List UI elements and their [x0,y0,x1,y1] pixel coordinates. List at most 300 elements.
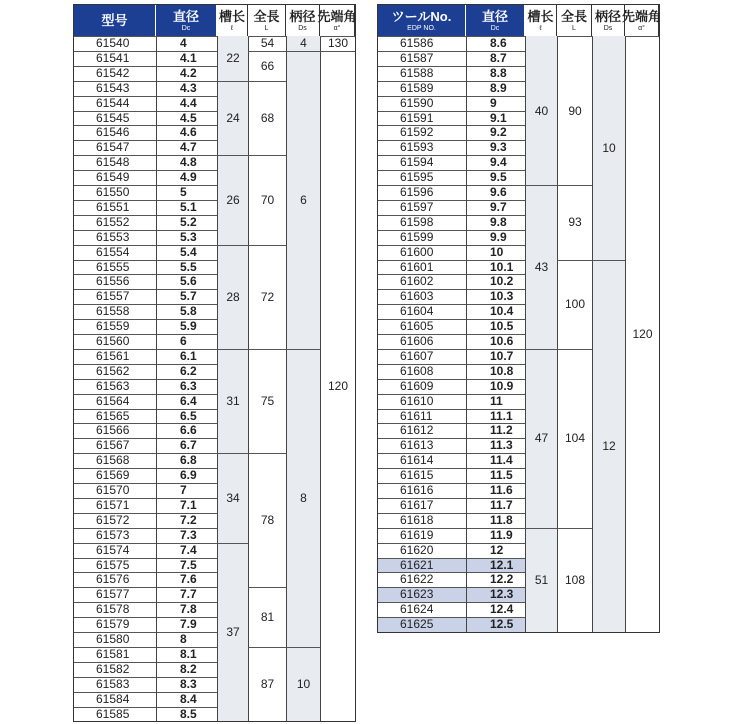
row-divider [378,111,525,112]
row-divider [74,602,217,603]
length-group-divider [557,260,592,261]
length-value: 78 [260,513,275,528]
model-number-cell: 61580 [96,632,130,646]
table-row [74,96,217,111]
header-shank [592,5,625,36]
table-row [74,543,217,558]
model-number-cell: 61600 [400,244,434,259]
header-length-label: 全長 [253,8,280,24]
model-number-cell: 61562 [96,363,130,378]
diameter-cell: 11.6 [490,483,513,497]
model-number-cell: 61596 [400,185,434,199]
diameter-cell: 7.3 [180,527,197,542]
model-number-cell: 61613 [400,438,434,453]
header-shank-label: 柄径 [594,8,621,24]
diameter-cell: 4.7 [180,140,197,155]
diameter-cell: 10.9 [490,378,514,393]
table-row [378,230,525,245]
model-number-cell: 61621 [400,557,434,572]
diameter-cell: 5.2 [180,214,197,229]
shank-merged-cell [593,36,625,260]
model-number-cell: 61587 [400,50,434,65]
diameter-cell: 4.5 [180,110,197,125]
length-value: 90 [568,103,582,118]
diameter-cell: 10 [490,244,504,259]
header-diameter-symbol: Dc [181,24,191,32]
row-divider [74,170,217,171]
row-divider [378,364,525,365]
left-spec-table [73,4,356,722]
length-merged-cell [558,36,592,185]
table-row [74,334,217,349]
diameter-cell: 8.6 [490,36,507,50]
diameter-cell: 9.1 [490,110,507,125]
diameter-cell: 11 [490,393,503,408]
model-number-cell: 61603 [400,289,434,304]
table-row [74,155,217,170]
length-group-divider [557,528,592,529]
row-divider [378,304,525,305]
model-number-cell: 61541 [96,50,130,65]
table-row [74,51,217,66]
model-number-cell: 61542 [96,65,130,80]
model-number-cell: 61582 [96,661,130,676]
diameter-cell: 7.8 [180,602,197,617]
row-divider [74,423,217,424]
diameter-cell: 12.4 [490,602,514,617]
diameter-cell: 11.8 [490,512,513,527]
row-divider [74,245,217,246]
table-row [74,215,217,230]
table-row [74,245,217,260]
model-number-cell: 61545 [96,110,130,125]
table-row [74,364,217,379]
table-row [378,468,525,483]
row-divider [74,140,217,141]
row-divider [74,692,217,693]
diameter-cell: 8.9 [490,80,507,95]
table-row [74,379,217,394]
flute-merged-cell [218,453,248,542]
diameter-cell: 7.4 [180,542,197,557]
model-number-cell: 61620 [400,542,434,557]
row-divider [378,513,525,514]
header-model [74,5,156,36]
header-tool-symbol: EDP NO. [407,24,436,32]
length-value: 75 [260,394,275,409]
table-row [378,170,525,185]
table-row [378,364,525,379]
diameter-cell: 6.4 [180,393,197,408]
header-length-label: 全長 [560,8,587,24]
model-number-cell: 61597 [400,199,434,214]
diameter-cell: 6 [180,334,187,348]
model-number-cell: 61565 [96,408,130,423]
diameter-cell: 11.1 [490,408,513,423]
diameter-cell: 8.7 [490,50,507,65]
header-tool [378,5,466,36]
row-divider [378,274,525,275]
angle-value: 120 [632,327,653,341]
header-tool-label: ツールNo. [391,8,452,24]
model-number-cell: 61605 [400,319,434,334]
length-value: 100 [564,297,586,312]
row-divider [74,498,217,499]
length-merged-cell [249,36,286,51]
model-number-cell: 61564 [96,393,130,408]
table-row [74,632,217,647]
table-row [74,170,217,185]
row-divider [378,334,525,335]
diameter-cell: 6.9 [180,468,197,483]
table-row [74,185,217,200]
diameter-cell: 5.1 [180,199,197,214]
length-group-divider [248,155,286,156]
angle-merged-cell [321,51,355,722]
table-row [378,453,525,468]
model-number-cell: 61594 [400,155,434,170]
length-value: 66 [260,58,275,73]
model-number-cell: 61611 [400,408,433,423]
right-spec-table [377,4,660,633]
model-number-cell: 61547 [96,140,130,155]
flute-group-divider [217,543,248,544]
length-value: 68 [260,110,275,125]
shank-merged-cell [287,349,320,647]
diameter-cell: 10.4 [490,304,514,319]
shank-group-divider [592,260,625,261]
model-number-cell: 61561 [96,348,130,363]
row-divider [74,647,217,648]
flute-merged-cell [526,528,557,632]
flute-group-divider [217,453,248,454]
table-row [378,558,525,573]
table-row [378,498,525,513]
row-divider [378,66,525,67]
header-angle-label: 先端角 [317,8,357,24]
table-row [74,304,217,319]
table-row [378,543,525,558]
row-divider [74,587,217,588]
model-number-cell: 61578 [96,602,130,617]
diameter-cell: 8 [180,632,187,646]
row-divider [378,602,525,603]
diameter-cell: 9.7 [490,199,507,214]
shank-group-divider [286,51,320,52]
table-row [378,319,525,334]
length-value: 81 [260,610,275,625]
header-flute-symbol: ℓ [230,24,234,32]
table-row [74,438,217,453]
model-number-cell: 61598 [400,214,434,229]
header-angle-symbol: α° [638,24,645,32]
row-divider [74,558,217,559]
row-divider [378,498,525,499]
table-row [74,260,217,275]
flute-merged-cell [526,185,557,349]
diameter-cell: 9 [490,95,497,110]
table-row [378,66,525,81]
model-number-cell: 61618 [400,512,434,527]
header-diameter-label: 直径 [172,8,199,24]
length-value: 87 [260,677,275,692]
diameter-cell: 5.6 [180,274,197,289]
flute-value: 47 [534,431,549,446]
diameter-cell: 7 [180,483,187,497]
table-row [378,349,525,364]
diameter-cell: 6.3 [180,378,197,393]
model-number-cell: 61583 [96,676,130,691]
diameter-cell: 9.4 [490,155,507,170]
table-row [74,140,217,155]
table-row [74,66,217,81]
row-divider [74,543,217,544]
header-length-symbol: L [572,24,576,32]
table-row [378,334,525,349]
header-length-symbol: L [264,24,269,32]
table-row [74,498,217,513]
flute-value: 40 [534,103,549,118]
model-number-cell: 61570 [96,483,130,497]
diameter-cell: 12.2 [490,572,514,587]
diameter-cell: 4.4 [180,95,197,110]
model-number-cell: 61609 [400,378,434,393]
row-divider [74,111,217,112]
flute-value: 34 [226,490,240,505]
length-merged-cell [558,260,592,349]
length-group-divider [248,647,286,648]
flute-value: 37 [226,624,240,639]
row-divider [378,349,525,350]
diameter-cell: 5.7 [180,289,197,304]
flute-group-divider [217,155,248,156]
diameter-cell: 12.5 [490,617,514,632]
model-number-cell: 61548 [96,155,130,170]
table-row [74,111,217,126]
row-divider [378,528,525,529]
shank-group-divider [286,647,320,648]
table-row [378,140,525,155]
model-number-cell: 61555 [96,259,130,274]
table-row [378,394,525,409]
row-divider [378,438,525,439]
diameter-cell: 6.1 [180,348,197,363]
angle-value: 120 [327,379,349,394]
flute-value: 26 [226,192,240,207]
model-number-cell: 61563 [96,378,130,393]
table-row [74,528,217,543]
model-number-cell: 61599 [400,229,434,244]
table-row [74,617,217,632]
flute-group-divider [525,528,557,529]
diameter-cell: 8.3 [180,676,197,691]
header-model-label: 型号 [101,13,128,28]
model-number-cell: 61571 [96,497,130,512]
table-row [378,125,525,140]
header-shank-symbol: Ds [298,24,307,32]
row-divider [74,66,217,67]
model-number-cell: 61572 [96,512,130,527]
table-row [74,587,217,602]
model-number-cell: 61586 [400,36,434,50]
header-diameter [466,5,525,36]
model-number-cell: 61574 [96,542,130,557]
table-row [378,409,525,424]
table-row [378,289,525,304]
angle-group-divider [320,51,355,52]
row-divider [74,319,217,320]
length-merged-cell [249,155,286,244]
header-diameter-symbol: Dc [490,24,500,32]
table-row [74,423,217,438]
row-divider [74,185,217,186]
row-divider [378,81,525,82]
length-group-divider [248,349,286,350]
diameter-cell: 7.2 [180,512,197,527]
row-divider [378,140,525,141]
shank-value: 6 [300,192,307,207]
diameter-cell: 4.6 [180,125,197,140]
diameter-cell: 7.7 [180,587,197,602]
diameter-cell: 12.3 [490,587,514,602]
model-number-cell: 61616 [400,483,434,497]
row-divider [74,289,217,290]
table-row [74,125,217,140]
model-number-cell: 61579 [96,617,130,632]
table-row [74,394,217,409]
table-row [74,572,217,587]
table-row [378,215,525,230]
row-divider [74,409,217,410]
diameter-cell: 9.9 [490,229,507,244]
flute-merged-cell [218,36,248,81]
row-divider [378,543,525,544]
table-row [74,453,217,468]
diameter-cell: 9.3 [490,140,507,155]
row-divider [74,483,217,484]
length-merged-cell [249,245,286,349]
shank-value: 4 [300,36,307,50]
diameter-cell: 11.7 [490,497,513,512]
model-number-cell: 61553 [96,229,130,244]
shank-value: 12 [602,438,616,453]
diameter-cell: 5.9 [180,319,197,334]
length-value: 108 [564,572,586,587]
length-merged-cell [558,185,592,260]
row-divider [74,707,217,708]
model-number-cell: 61540 [96,36,130,50]
diameter-cell: 6.8 [180,453,197,468]
length-value: 93 [568,215,582,230]
model-number-cell: 61544 [96,95,130,110]
table-row [378,602,525,617]
table-row [378,96,525,111]
model-number-cell: 61549 [96,170,130,185]
header-angle-label: 先端角 [622,8,662,24]
header-flute-label: 槽长 [218,8,245,24]
table-row [74,707,217,722]
model-number-cell: 61568 [96,453,130,468]
row-divider [74,364,217,365]
row-divider [74,96,217,97]
angle-merged-cell [321,36,355,51]
header-length [557,5,592,36]
row-divider [378,483,525,484]
length-merged-cell [249,453,286,587]
header-shank [286,5,320,36]
table-row [74,81,217,96]
diameter-cell: 5.5 [180,259,197,274]
table-row [378,51,525,66]
flute-group-divider [217,81,248,82]
table-row [74,662,217,677]
model-number-cell: 61556 [96,274,130,289]
table-row [74,513,217,528]
row-divider [378,185,525,186]
header-angle-symbol: α° [333,24,341,32]
diameter-cell: 10.8 [490,363,514,378]
model-number-cell: 61576 [96,572,130,587]
column-divider [156,36,157,721]
diameter-cell: 5.3 [180,229,197,244]
table-row [378,260,525,275]
table-row [74,230,217,245]
model-number-cell: 61601 [400,259,434,274]
shank-merged-cell [287,51,320,349]
length-value: 54 [260,36,275,50]
table-row [74,647,217,662]
header-length [248,5,286,36]
row-divider [74,215,217,216]
flute-value: 51 [534,572,549,587]
table-row [378,572,525,587]
row-divider [74,632,217,633]
table-row [74,558,217,573]
model-number-cell: 61552 [96,214,130,229]
length-merged-cell [249,349,286,453]
diameter-cell: 4 [180,36,187,50]
diameter-cell: 10.5 [490,319,514,334]
table-row [74,602,217,617]
row-divider [74,125,217,126]
table-row [378,111,525,126]
row-divider [74,394,217,395]
model-number-cell: 61569 [96,468,130,483]
row-divider [378,260,525,261]
row-divider [378,379,525,380]
row-divider [378,468,525,469]
length-group-divider [248,81,286,82]
row-divider [74,528,217,529]
diameter-cell: 9.5 [490,170,507,185]
diameter-cell: 10.1 [490,259,514,274]
flute-merged-cell [218,81,248,156]
model-number-cell: 61551 [96,199,130,214]
model-number-cell: 61543 [96,80,130,95]
table-row [378,483,525,498]
row-divider [378,200,525,201]
model-number-cell: 61622 [400,572,434,587]
shank-group-divider [286,349,320,350]
diameter-cell: 10.2 [490,274,514,289]
row-divider [74,438,217,439]
row-divider [74,334,217,335]
model-number-cell: 61566 [96,423,130,438]
length-merged-cell [249,647,286,722]
header-diameter-label: 直径 [481,8,508,24]
diameter-cell: 10.6 [490,334,514,348]
diameter-cell: 4.1 [180,50,197,65]
